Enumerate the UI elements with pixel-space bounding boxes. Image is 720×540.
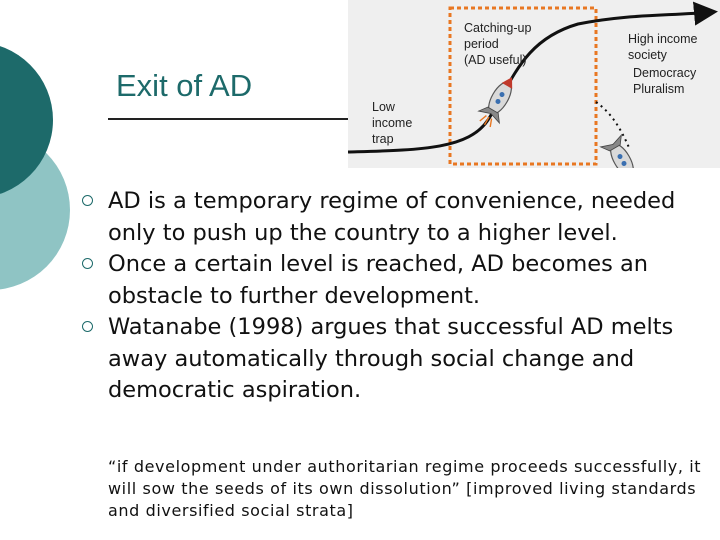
bullet-item — [82, 249, 718, 312]
title-underline — [108, 118, 358, 120]
democracy-label: Democracy Pluralism — [633, 66, 697, 96]
development-diagram — [348, 0, 720, 168]
catching-up-label: Catching-up period (AD useful) — [464, 21, 532, 67]
bullet-text: Once a certain level is reached, AD becomes an obstacle to further development. — [108, 251, 649, 309]
rocket-icon — [601, 135, 645, 168]
bullet-list — [82, 186, 718, 407]
dotted-trajectory — [596, 102, 630, 150]
high-income-label: High income society — [628, 32, 698, 62]
bullet-item — [82, 312, 718, 407]
bullet-text: Watanabe (1998) argues that successful AD melts away automatically through social change and democratic aspiration. — [108, 314, 674, 403]
bullet-circle-icon — [82, 195, 93, 206]
bullet-circle-icon — [82, 258, 93, 269]
bullet-circle-icon — [82, 321, 93, 332]
watanabe-quote: “if development under authoritarian regime proceeds successfully, it will sow the seeds of its own dissolution” [improved living standards and diversified social strata] — [108, 457, 702, 520]
rocket-icon — [474, 71, 522, 131]
slide-title: Exit of AD — [116, 68, 253, 103]
bullet-item — [82, 186, 718, 249]
low-income-trap-label: Low income trap — [372, 100, 413, 146]
bullet-text: AD is a temporary regime of convenience, needed only to push up the country to a higher level. — [108, 188, 676, 246]
